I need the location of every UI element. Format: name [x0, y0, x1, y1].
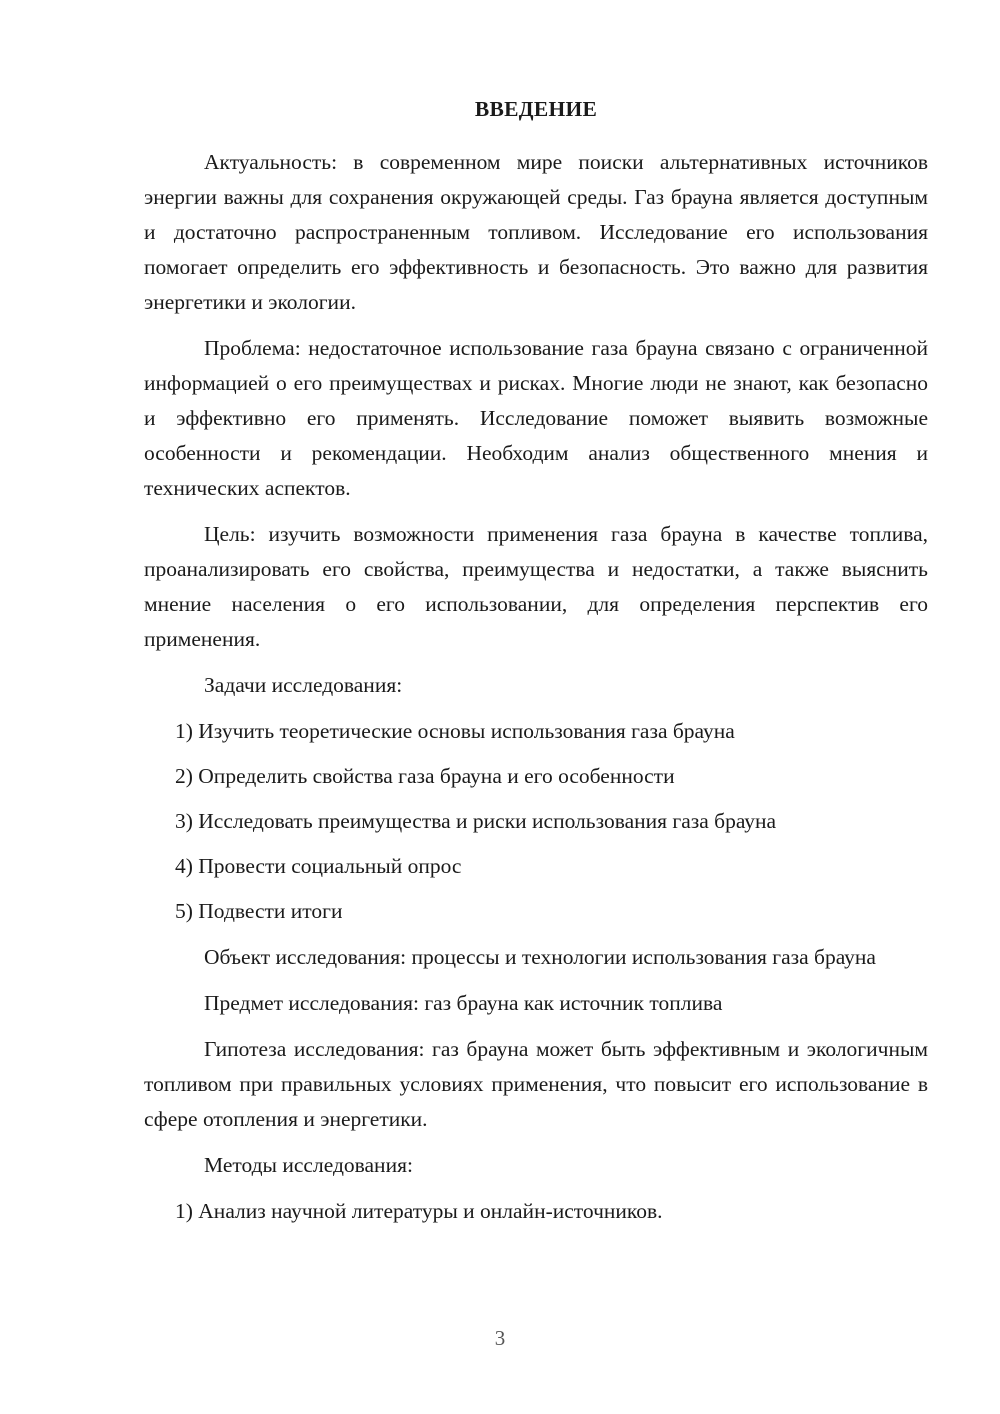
method-item: 1) Анализ научной литературы и онлайн-источников.	[175, 1199, 663, 1223]
object-paragraph: Объект исследования: процессы и технологии использования газа брауна	[204, 945, 876, 969]
problem-paragraph: Проблема: недостаточное использование газа брауна связано с ограниченной информацией о его преимуществах и рисках. Многие люди не знают, как безопасно и эффективно его применять. Исследование поможет выявить возможные особенности и рекомендации. Необходим анализ общественного мнения и технических аспектов.	[144, 336, 928, 500]
goal-paragraph: Цель: изучить возможности применения газа брауна в качестве топлива, проанализировать его свойства, преимущества и недостатки, а также выяснить мнение населения о его использовании, для определения перспектив его применения.	[144, 522, 928, 651]
methods-list	[144, 1194, 928, 1229]
page-number: 3	[494, 1326, 506, 1350]
document-page	[144, 92, 928, 1229]
task-item: 2) Определить свойства газа брауна и его особенности	[175, 764, 675, 788]
tasks-heading: Задачи исследования:	[204, 673, 403, 697]
task-item: 5) Подвести итоги	[175, 899, 343, 923]
task-item: 4) Провести социальный опрос	[175, 854, 462, 878]
task-item: 3) Исследовать преимущества и риски использования газа брауна	[175, 809, 777, 833]
methods-heading: Методы исследования:	[204, 1153, 413, 1177]
hypothesis-paragraph: Гипотеза исследования: газ брауна может быть эффективным и экологичным топливом при правильных условиях применения, что повысит его использование в сфере отопления и энергетики.	[144, 1037, 928, 1131]
section-title: ВВЕДЕНИЕ	[474, 97, 598, 121]
relevance-paragraph: Актуальность: в современном мире поиски альтернативных источников энергии важны для сохранения окружающей среды. Газ брауна является доступным и достаточно распространенным топливом. Исследование его использования помогает определить его эффективность и безопасность. Это важно для развития энергетики и экологии.	[144, 150, 928, 314]
tasks-list	[144, 714, 928, 929]
subject-paragraph: Предмет исследования: газ брауна как источник топлива	[204, 991, 723, 1015]
task-item: 1) Изучить теоретические основы использования газа брауна	[175, 719, 735, 743]
